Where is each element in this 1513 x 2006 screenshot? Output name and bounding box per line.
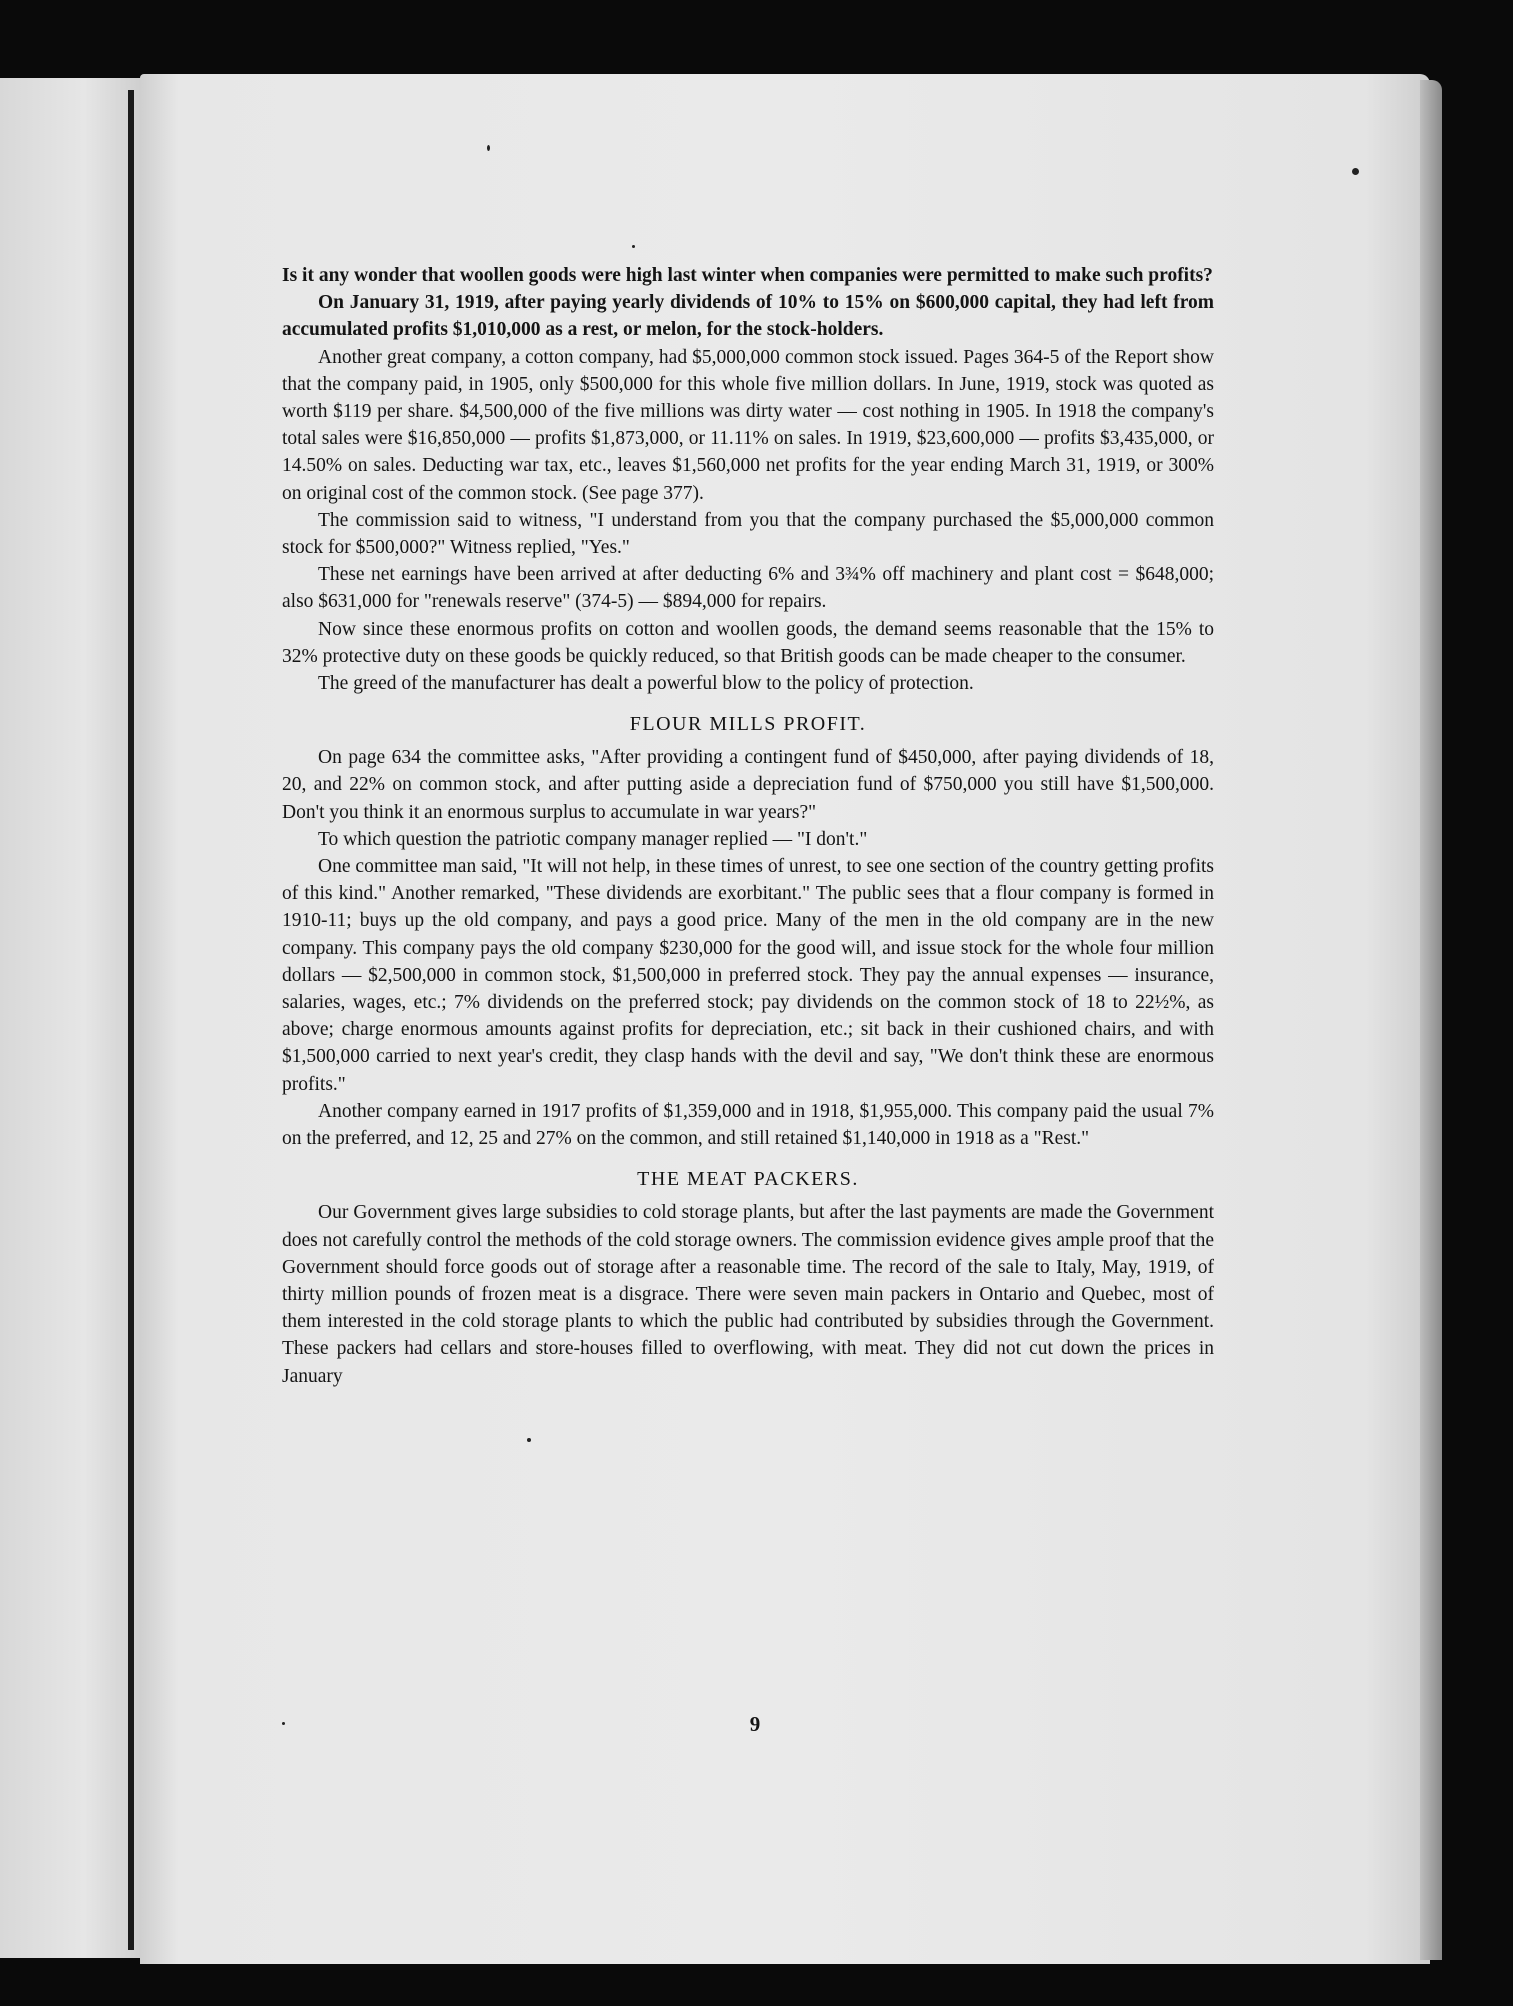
paragraph: Now since these enormous profits on cotton and woollen goods, the demand seems reasonable that the 15% to 32% protective duty on these goods be quickly reduced, so that British goods can be made cheaper to the consumer. (282, 618, 1214, 667)
scan-speck (282, 1722, 285, 1725)
scan-speck (527, 1438, 531, 1442)
paragraph: To which question the patriotic company manager replied — "I don't." (318, 828, 868, 850)
paragraph: Our Government gives large subsidies to cold storage plants, but after the last payments are made the Government does not carefully control the methods of the cold storage owners. The commission evidence gives ample proof that the Government should force goods out of storage after a reasonable time. The record of the sale to Italy, May, 1919, of thirty million pounds of frozen meat is a disgrace. There were seven main packers in Ontario and Quebec, most of them interested in the cold storage plants to which the public had contributed by subsidies through the Government. These packers had cellars and store-houses filled to overflowing, with meat. They did not cut down the prices in January (282, 1202, 1214, 1387)
paragraph: Another great company, a cotton company, had $5,000,000 common stock issued. Pages 364-5 of the Report show that the company paid, in 1905, only $500,000 for this whole five million dollars. In June, 1919, stock was quoted as worth $119 per share. $4,500,000 of the five millions was dirty water — cost nothing in 1905. In 1918 the company's total sales were $16,850,000 — profits $1,873,000, or 11.11% on sales. In 1919, $23,600,000 — profits $3,435,000, or 14.50% on sales. Deducting war tax, etc., leaves $1,560,000 net profits for the year ending March 31, 1919, or 300% on original cost of the common stock. (See page 377). (282, 346, 1214, 504)
page-right-edge (1420, 80, 1442, 1960)
paragraph: The greed of the manufacturer has dealt a powerful blow to the policy of protection. (318, 673, 974, 695)
paragraph: On January 31, 1919, after paying yearly dividends of 10% to 15% on $600,000 capital, they had left from accumulated profits $1,010,000 as a rest, or melon, for the stock-holders. (282, 292, 1214, 341)
paragraph: Is it any wonder that woollen goods were high last winter when companies were permitted to make such profits? (282, 265, 1213, 286)
document-body (282, 262, 1214, 1390)
book-spine (128, 90, 134, 1950)
page-number: 9 (749, 1712, 761, 1736)
paragraph: Another company earned in 1917 profits of $1,359,000 and in 1918, $1,955,000. This company paid the usual 7% on the preferred, and 12, 25 and 27% on the common, and still retained $1,140,000 in 1918 as a "Rest." (282, 1100, 1214, 1150)
paragraph: One committee man said, "It will not help, in these times of unrest, to see one section of the country getting profits of this kind." Another remarked, "These dividends are exorbitant." The public sees that a flour company is formed in 1910-11; buys up the old company, and pays a good price. Many of the men in the old company are in the new company. This company pays the old company $230,000 for the good will, and issue stock for the whole four million dollars — $2,500,000 in common stock, $1,500,000 in preferred stock. They pay the annual expenses — insurance, salaries, wages, etc.; 7% dividends on the preferred stock; pay dividends on the common stock of 18 to 22½%, as above; charge enormous amounts against profits for depreciation, etc.; sit back in their cushioned chairs, and with $1,500,000 carried to next year's credit, they clasp hands with the devil and say, "We don't think these are enormous profits." (282, 856, 1214, 1095)
scan-speck (632, 245, 635, 248)
paragraph: On page 634 the committee asks, "After providing a contingent fund of $450,000, after paying dividends of 18, 20, and 22% on common stock, and after putting aside a depreciation fund of $750,000 you still have $1,500,000. Don't you think it an enormous surplus to accumulate in war years?" (282, 747, 1214, 823)
paragraph: The commission said to witness, "I understand from you that the company purchased the $5,000,000 common stock for $500,000?" Witness replied, "Yes." (282, 509, 1214, 559)
facing-page-edge (0, 78, 140, 1958)
scan-speck (1352, 168, 1359, 175)
paragraph: These net earnings have been arrived at after deducting 6% and 3¾% off machinery and plant cost = $648,000; also $631,000 for "renewals reserve" (374-5) — $894,000 for repairs. (282, 564, 1214, 613)
section-heading-meat-packers: THE MEAT PACKERS. (637, 1168, 859, 1191)
scan-speck (487, 145, 490, 151)
section-heading-flour-mills: FLOUR MILLS PROFIT. (629, 713, 867, 736)
